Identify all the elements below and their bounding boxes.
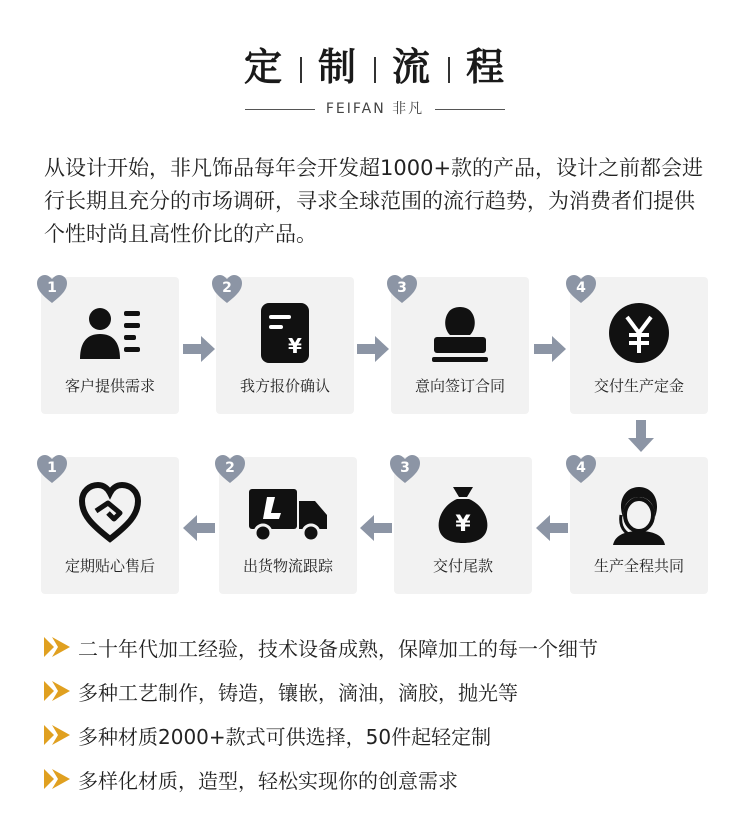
title-divider — [300, 57, 302, 83]
step-label: 客户提供需求 — [64, 377, 155, 395]
step-card — [570, 277, 708, 414]
step-badge: 3 — [390, 455, 420, 485]
intro-paragraph: 从设计开始，非凡饰品每年会开发超1000+款的产品，设计之前都会进行长期且充分的市场调研，寻求全球范围的流行趋势，为消费者们提供个性时尚且高性价比的产品。 — [44, 156, 704, 246]
arrow-left-icon — [183, 515, 215, 541]
step-card — [219, 457, 357, 594]
chevron-right-icon — [44, 725, 70, 745]
feature-list — [44, 625, 704, 801]
truck-icon — [249, 481, 329, 545]
feature-item: 多样化材质，造型，轻松实现你的创意需求 — [44, 757, 704, 801]
svg-text:¥: ¥ — [455, 512, 471, 537]
subtitle-line-left — [245, 109, 315, 110]
step-badge: 1 — [37, 275, 67, 305]
title-char: 制 — [317, 45, 358, 89]
step-card — [216, 277, 354, 414]
step-label: 我方报价确认 — [239, 377, 330, 395]
arrow-left-icon — [536, 515, 568, 541]
subtitle-line-right — [435, 109, 505, 110]
step-badge: 2 — [212, 275, 242, 305]
step-badge: 2 — [215, 455, 245, 485]
money-bag-icon — [431, 481, 495, 545]
step-card — [391, 277, 529, 414]
quote-icon — [253, 301, 317, 365]
arrow-right-icon — [357, 336, 389, 362]
step-label: 交付尾款 — [432, 557, 493, 575]
step-label: 生产全程共同 — [593, 557, 684, 575]
feature-item: 二十年代加工经验，技术设备成熟，保障加工的每一个细节 — [44, 625, 704, 669]
chevron-right-icon — [44, 769, 70, 789]
subtitle-text: FEIFAN 非凡 — [325, 101, 425, 117]
arrow-right-icon — [183, 336, 215, 362]
svg-text:¥: ¥ — [288, 334, 302, 358]
step-card — [41, 457, 179, 594]
step-badge: 4 — [566, 275, 596, 305]
feature-item: 多种工艺制作，铸造，镶嵌，滴油，滴胶，抛光等 — [44, 669, 704, 713]
step-label: 意向签订合同 — [414, 377, 505, 395]
title-divider — [374, 57, 376, 83]
title-char: 定 — [243, 45, 284, 89]
handshake-heart-icon — [78, 481, 142, 545]
title-divider — [448, 57, 450, 83]
step-label: 定期贴心售后 — [64, 557, 155, 575]
stamp-icon — [428, 301, 492, 365]
title-char: 程 — [466, 45, 507, 89]
page-title — [0, 36, 750, 91]
step-card — [394, 457, 532, 594]
chevron-right-icon — [44, 681, 70, 701]
title-char: 流 — [392, 45, 433, 89]
arrow-left-icon — [360, 515, 392, 541]
arrow-right-icon — [534, 336, 566, 362]
step-label: 出货物流跟踪 — [242, 557, 333, 575]
chevron-right-icon — [44, 637, 70, 657]
customer-icon — [78, 301, 142, 365]
yen-coin-icon — [607, 301, 671, 365]
step-badge: 3 — [387, 275, 417, 305]
headset-agent-icon — [607, 481, 671, 545]
arrow-down-icon — [628, 420, 654, 452]
feature-item: 多种材质2000+款式可供选择，50件起轻定制 — [44, 713, 704, 757]
step-badge: 1 — [37, 455, 67, 485]
step-card — [570, 457, 708, 594]
step-label: 交付生产定金 — [593, 377, 684, 395]
subtitle — [0, 98, 750, 118]
step-card — [41, 277, 179, 414]
step-badge: 4 — [566, 455, 596, 485]
